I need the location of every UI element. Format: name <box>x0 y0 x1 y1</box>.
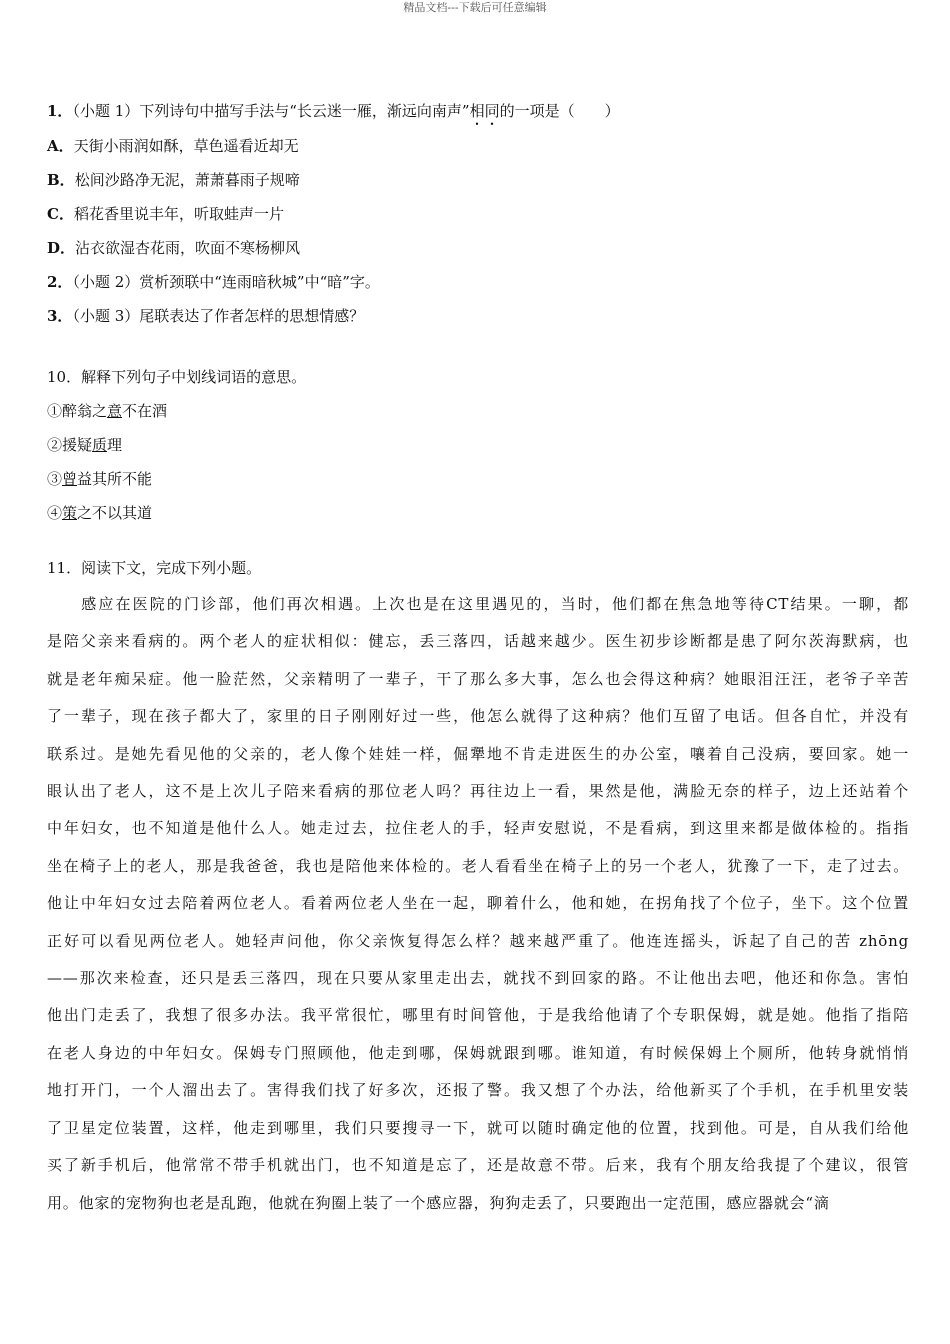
passage-line: 他让中年妇女过去陪着两位老人。看着两位老人坐在一起，聊着什么，他和她，在拐角找了个位子，坐下。这个位置 <box>47 894 909 913</box>
option-label: C． <box>47 205 74 223</box>
question-10-item-4 <box>47 496 907 530</box>
passage-line: 用。他家的宠物狗也老是乱跑，他就在狗圈上装了一个感应器，狗狗走丢了，只要跑出一定范围，感应器就会“滴 <box>47 1193 830 1212</box>
sub2-text: （小题 2）赏析颈联中“连雨暗秋城”中“暗”字。 <box>72 273 380 291</box>
underlined-word: 策 <box>62 504 78 522</box>
passage-line: 了卫星定位装置，这样，他走到哪里，我们只要搜寻一下，就可以随时确定他的位置，找到他。可是，自从我们给他 <box>47 1118 909 1137</box>
option-label: D． <box>47 239 76 257</box>
option-label: A． <box>47 137 74 155</box>
passage-line: 就是老年痴呆症。他一脸茫然，父亲精明了一辈子，干了那么多大事，怎么也会得这种病？她眼泪汪汪，老爷子辛苦 <box>47 669 909 688</box>
reading-passage <box>47 586 909 1222</box>
item-mark: ① <box>47 402 63 420</box>
option-c <box>47 197 907 231</box>
question-10-block <box>47 360 907 530</box>
passage-line: 中年妇女，也不知道是他什么人。她走过去，拉住老人的手，轻声安慰说，不是看病，到这里来都是做体检的。指指 <box>47 819 909 838</box>
passage-line: 买了新手机后，他常常不带手机就出门，也不知道是忘了，还是故意不带。后来，我有个朋友给我提了个建议，很管 <box>47 1156 909 1175</box>
item-post: 之不以其道 <box>77 504 153 522</box>
option-b <box>47 163 907 197</box>
option-a <box>47 129 907 163</box>
passage-line: 是陪父亲来看病的。两个老人的症状相似：健忘，丢三落四，话越来越少。医生初步诊断都是患了阿尔茨海默病，也 <box>47 632 909 651</box>
item-mark: ③ <box>47 470 63 488</box>
sub1-text-pre: （小题 1）下列诗句中描写手法与“长云迷一雁，渐远向南声” <box>72 102 470 120</box>
option-text: 松间沙路净无泥，萧萧暮雨子规啼 <box>74 171 300 189</box>
question-10-item-1 <box>47 394 907 428</box>
item-post: 不在酒 <box>122 402 168 420</box>
question-10-title: 10．解释下列句子中划线词语的意思。 <box>47 368 307 386</box>
passage-line: 感应在医院的门诊部，他们再次相遇。上次也是在这里遇见的，当时，他们都在焦急地等待CT结果。一聊，都 <box>47 595 909 613</box>
option-d <box>47 231 907 265</box>
sub1-text-post: 的一项是（ ） <box>499 102 620 120</box>
option-text: 沾衣欲湿杏花雨，吹面不寒杨柳风 <box>75 239 301 257</box>
passage-line: 眼认出了老人，这不是上次儿子陪来看病的那位老人吗？再往边上一看，果然是他，满脸无奈的样子，边上还站着个 <box>47 782 909 801</box>
option-label: B． <box>47 171 75 189</box>
underlined-word: 曾 <box>62 470 78 488</box>
page-header: 精品文档---下载后可任意编辑 <box>403 1 547 14</box>
sub1-number: 1． <box>47 102 73 120</box>
question-9-sub1-title <box>47 94 907 129</box>
passage-line: 在老人身边的中年妇女。保姆专门照顾他，他走到哪，保姆就跟到哪。谁知道，有时候保姆上个厕所，他转身就悄悄 <box>47 1043 909 1062</box>
item-post: 理 <box>107 436 123 454</box>
question-10-item-3 <box>47 462 907 496</box>
option-text: 稻花香里说丰年，听取蛙声一片 <box>73 205 284 223</box>
passage-line: 了一辈子，现在孩子都大了，家里的日子刚刚好过一些，他怎么就得了这种病？他们互留了电话。但各自忙，并没有 <box>47 707 909 726</box>
item-mark: ④ <box>47 504 63 522</box>
sub2-number: 2． <box>47 273 73 291</box>
underlined-word: 质 <box>92 436 108 454</box>
question-9-sub2 <box>47 265 907 299</box>
question-9-block <box>47 94 907 333</box>
question-11-title: 11．阅读下文，完成下列小题。 <box>47 559 262 577</box>
sub1-dotted-word: 相同 <box>469 102 500 120</box>
passage-line: ——那次来检查，还只是丢三落四，现在只要从家里走出去，就找不到回家的路。不让他出去吧，他还和你急。害怕 <box>47 969 909 988</box>
sub3-text: （小题 3）尾联表达了作者怎样的思想情感？ <box>72 307 365 325</box>
question-9-sub3 <box>47 299 907 333</box>
question-11-block <box>47 551 907 585</box>
option-text: 天街小雨润如酥，草色遥看近却无 <box>73 137 299 155</box>
item-post: 益其所不能 <box>77 470 153 488</box>
passage-line: 他出门走丢了，我想了很多办法。我平常很忙，哪里有时间管他，于是我给他请了个专职保姆，就是她。他指了指陪 <box>47 1006 909 1025</box>
passage-line: 地打开门，一个人溜出去了。害得我们找了好多次，还报了警。我又想了个办法，给他新买了个手机，在手机里安装 <box>47 1081 909 1100</box>
passage-line: 坐在椅子上的老人，那是我爸爸，我也是陪他来体检的。老人看看坐在椅子上的另一个老人，犹豫了一下，走了过去。 <box>47 856 909 875</box>
passage-line: 正好可以看见两位老人。她轻声问他，你父亲恢复得怎么样？越来越严重了。他连连摇头，诉起了自己的苦 zhōng <box>47 931 909 950</box>
item-mark: ② <box>47 436 63 454</box>
question-10-item-2 <box>47 428 907 462</box>
sub3-number: 3． <box>47 307 73 325</box>
underlined-word: 意 <box>107 402 123 420</box>
passage-line: 联系过。是她先看见他的父亲的，老人像个娃娃一样，倔犟地不肯走进医生的办公室，嚷着自己没病，要回家。她一 <box>47 744 909 763</box>
item-pre: 醉翁之 <box>62 402 108 420</box>
item-pre: 援疑 <box>62 436 93 454</box>
